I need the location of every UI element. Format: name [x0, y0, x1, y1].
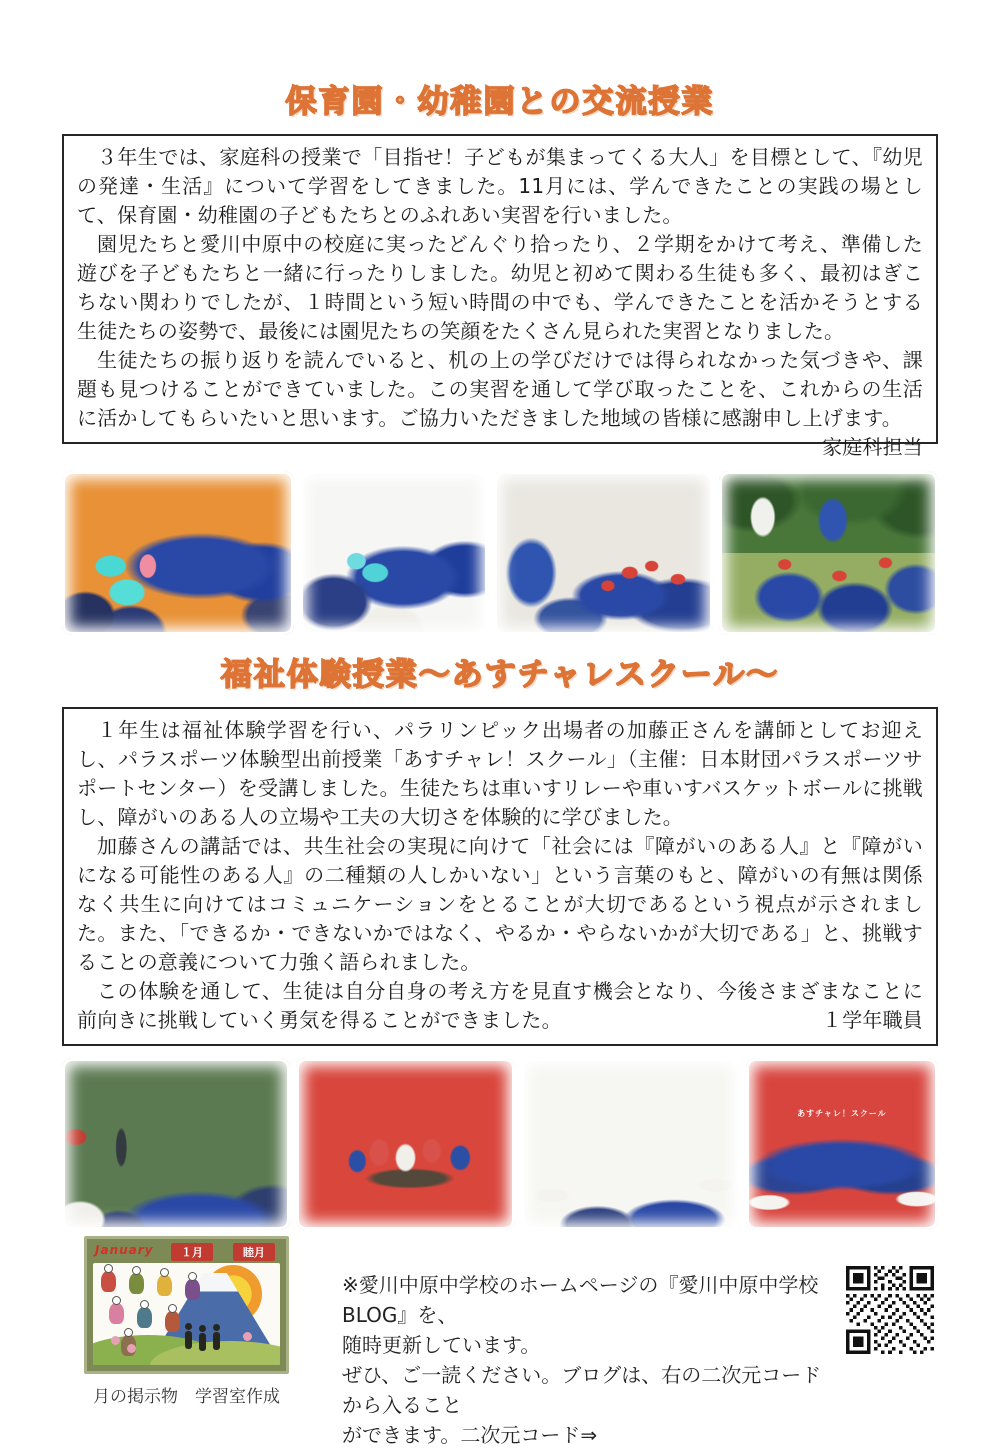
child-silhouette-art [185, 1331, 192, 1349]
blog-announcement [316, 1236, 846, 1450]
qr-code [846, 1236, 938, 1354]
section2-textbox [62, 707, 938, 1046]
kimono-figure-art [101, 1271, 116, 1292]
bottom-section [62, 1236, 938, 1450]
section2-signature: １学年職員 [822, 1008, 923, 1032]
flower-art [127, 1344, 136, 1353]
kimono-figure-art [137, 1307, 152, 1328]
photo-group-photo [746, 1058, 938, 1230]
section2-paragraph-1: １年生は福祉体験学習を行い、パラリンピック出場者の加藤正さんを講師としてお迎えし、パラスポーツ体験型出前授業「あすチャレ！スクール」（主催：日本財団パラスポーツサポートセンター）を受講しました。生徒たちは車いすリレーや車いすバスケットボールに挑戦し、障がいのある人の立場や工夫の大切さを体験的に学びました。 [77, 718, 923, 829]
kimono-figure-art [165, 1311, 180, 1332]
section1-paragraph-1: ３年生では、家庭科の授業で「目指せ！子どもが集まってくる大人」を目標として、『幼児の発達・生活』について学習をしてきました。11月には、学んできたことの実践の場として、保育園・幼稚園の子どもたちとのふれあい実習を行いました。 [77, 145, 923, 227]
calendar-month-traditional: 睦月 [233, 1243, 275, 1261]
photo-wheelchair-basketball [296, 1058, 515, 1230]
kimono-figure-art [109, 1303, 124, 1324]
blog-line-2: 随時更新しています。 [342, 1333, 541, 1357]
blog-line-1: ※愛川中原中学校のホームページの『愛川中原中学校 BLOG』を、 [342, 1273, 819, 1327]
photo-schoolyard-acorn-picking [494, 471, 713, 635]
blog-line-4: ができます。二次元コード⇒ [342, 1423, 598, 1447]
photo-gym-children-interaction [62, 471, 294, 635]
kimono-figure-art [185, 1279, 200, 1300]
blog-line-3: ぜひ、ご一読ください。ブログは、右の二次元コードから入ること [342, 1363, 822, 1417]
photo-classroom-play [300, 471, 488, 635]
section2-paragraph-2: 加藤さんの講話では、共生社会の実現に向けて「社会には『障がいのある人』と『障がいになる可能性のある人』の二種類の人しかいない」という言葉のもと、障がいの有無は関係なく共生に向けてはコミュニケーションをとることが大切であるという視点が示されました。また、「できるか・できないかではなく、やるか・やらないかが大切である」と、挑戦することの意義について力強く語られました。 [77, 834, 923, 974]
calendar-column [62, 1236, 316, 1407]
flower-art [243, 1332, 252, 1341]
calendar-artwork [93, 1263, 280, 1365]
section1-paragraph-2: 園児たちと愛川中原中の校庭に実ったどんぐり拾ったり、２学期をかけて考え、準備した遊びを子どもたちと一緒に行ったりしました。幼児と初めて関わる生徒も多く、最初はぎこちない関わりでしたが、１時間という短い時間の中でも、学んできたことを活かそうとする生徒たちの姿勢で、最後には園児たちの笑顔をたくさん見られた実習となりました。 [77, 232, 923, 343]
asuchare-banner-text: あすチャレ！スクール [797, 1108, 887, 1118]
section2-paragraph-3 [77, 977, 923, 1035]
section2-paragraph-3-text: この体験を通して、生徒は自分自身の考え方を見直す機会となり、今後さまざまなことに前向きに挑戦していく勇気を得ることができました。 [77, 979, 923, 1032]
child-silhouette-art [199, 1333, 206, 1351]
calendar-month-japanese: １月 [171, 1243, 213, 1261]
section1-paragraph-3 [77, 346, 923, 459]
section1-title: 保育園・幼稚園との交流授業 [285, 84, 715, 120]
section1-textbox [62, 134, 938, 459]
section2-title: 福祉体験授業～あすチャレスクール～ [220, 657, 780, 693]
calendar-caption: 月の掲示物 学習室作成 [93, 1387, 280, 1407]
child-silhouette-art [213, 1332, 220, 1350]
section1-photo-row [62, 471, 938, 635]
january-bulletin-board-image [84, 1236, 289, 1374]
kimono-figure-art [157, 1275, 172, 1296]
photo-stage-screen [521, 1058, 740, 1230]
section1-paragraph-3-text: 生徒たちの振り返りを読んでいると、机の上の学びだけでは得られなかった気づきや、課題も見つけることができていました。この実習を通して学び取ったことを、これからの生活に活かしてもらいたいと思います。ご協力いただきました地域の皆様に感謝申し上げます。 [77, 348, 923, 430]
qr-code-image [846, 1266, 934, 1354]
photo-garden-children [719, 471, 938, 635]
section1-signature: 家庭科担当 [822, 435, 923, 459]
section2-photo-row [62, 1058, 938, 1230]
photo-gym-lecture [62, 1058, 290, 1230]
flower-art [111, 1336, 120, 1345]
kimono-figure-art [129, 1273, 144, 1294]
calendar-month-english: January [95, 1243, 154, 1257]
